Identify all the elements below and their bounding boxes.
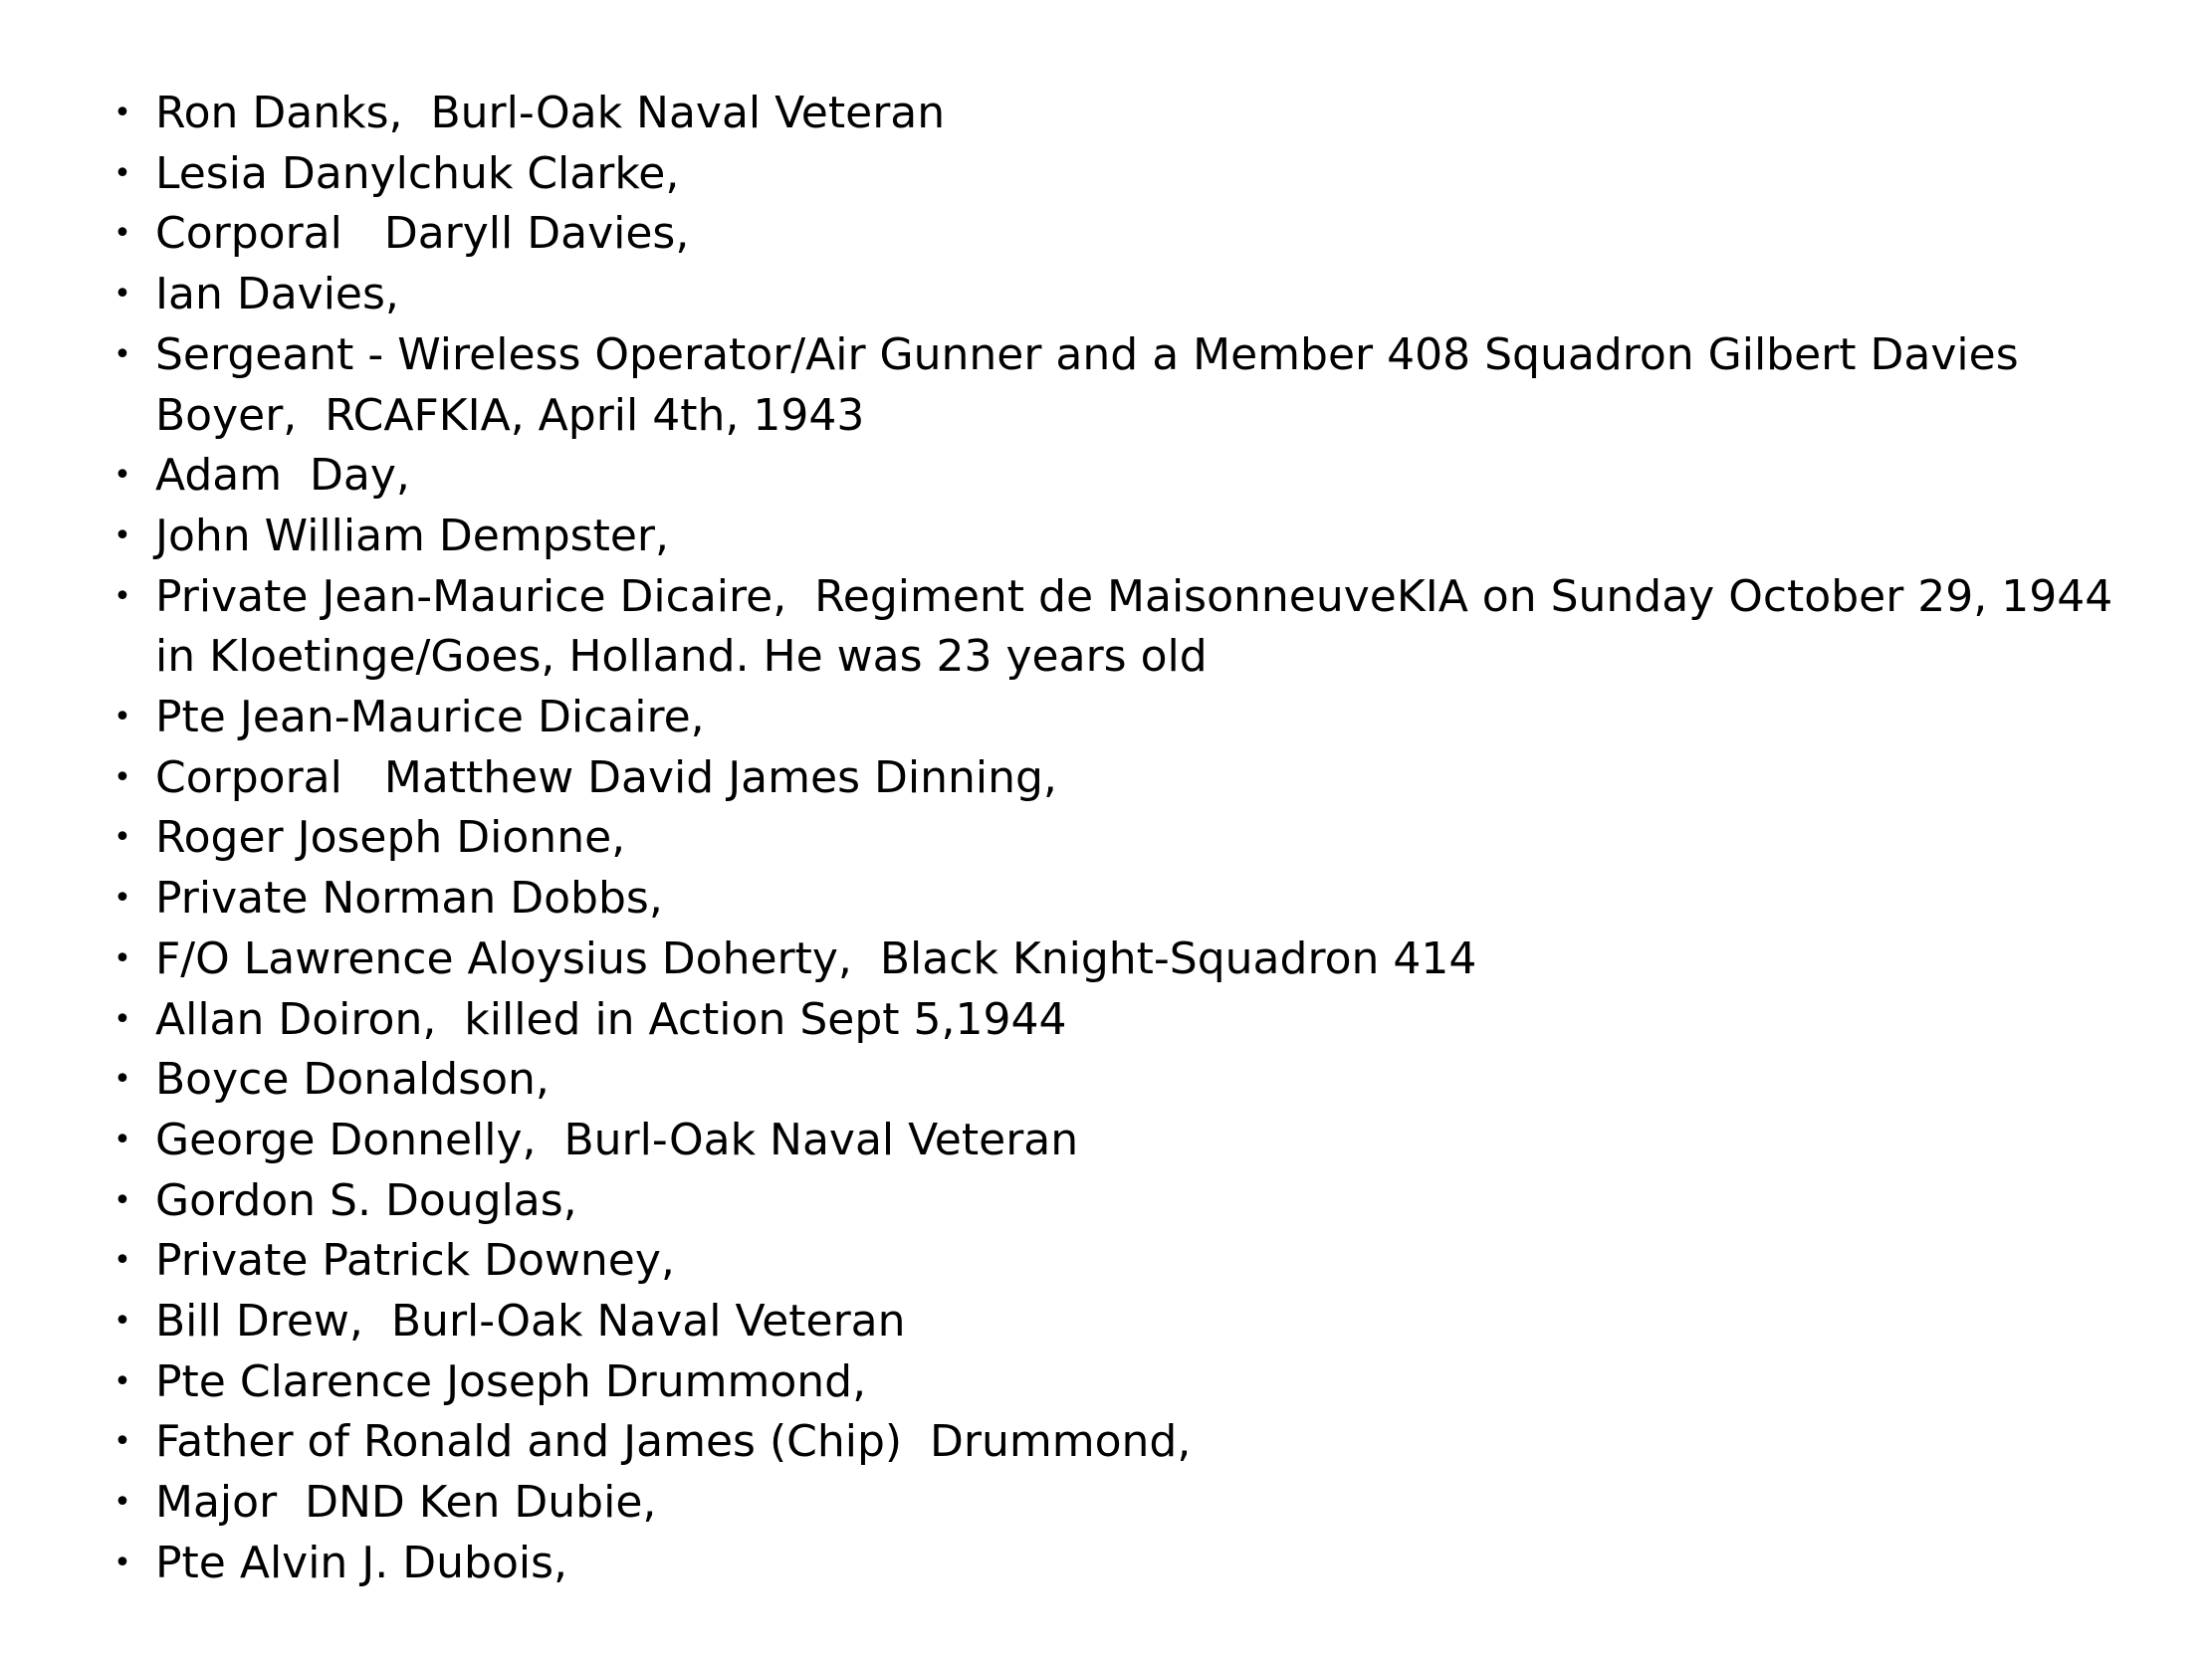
list-item-text: Corporal Daryll Davies, [155, 208, 690, 260]
list-item [90, 1171, 2130, 1232]
bullet-icon: • [113, 1424, 131, 1460]
bullet-icon: • [113, 1485, 131, 1521]
list-item [90, 1534, 2130, 1594]
list-item-text: Bill Drew, Burl-Oak Naval Veteran [155, 1296, 906, 1348]
bullet-icon: • [113, 1304, 131, 1340]
list-item-text: F/O Lawrence Aloysius Doherty, Black Knight-Squadron 414 [155, 933, 1477, 984]
list-item-text: Sergeant - Wireless Operator/Air Gunner and a Member 408 Squadron Gilbert Davies Boyer, RCAFKIA, April 4th, 1943 [155, 328, 2033, 441]
bullet-icon: • [113, 881, 131, 917]
bullet-icon: • [113, 700, 131, 735]
list-item [90, 84, 2130, 144]
list-item [90, 688, 2130, 748]
names-list [90, 84, 2130, 1594]
list-item [90, 1111, 2130, 1171]
bullet-icon: • [113, 1122, 131, 1157]
list-item [90, 265, 2130, 325]
list-item-text: Ron Danks, Burl-Oak Naval Veteran [155, 88, 946, 138]
list-item [90, 1473, 2130, 1534]
bullet-icon: • [113, 518, 131, 553]
list-item [90, 144, 2130, 205]
list-item [90, 990, 2130, 1051]
list-item-text: Private Norman Dobbs, [155, 873, 663, 925]
list-item-text: John William Dempster, [155, 510, 669, 561]
bullet-icon: • [113, 940, 131, 976]
bullet-icon: • [113, 96, 131, 130]
list-item-text: Major DND Ken Dubie, [155, 1477, 657, 1529]
bullet-icon: • [113, 1062, 131, 1098]
list-item-text: Pte Jean-Maurice Dicaire, [155, 692, 705, 743]
bullet-icon: • [113, 1363, 131, 1399]
list-item-text: Private Jean-Maurice Dicaire, Regiment de MaisonneuveKIA on Sunday October 29, 1944 in Kloetinge/Goes, Holland. He was 23 years old [155, 570, 2127, 683]
bullet-icon: • [113, 155, 131, 191]
list-item-text: Allan Doiron, killed in Action Sept 5,1944 [155, 993, 1067, 1045]
list-item-text: Corporal Matthew David James Dinning, [155, 751, 1057, 803]
bullet-icon: • [113, 216, 131, 252]
list-item-text: Lesia Danylchuk Clarke, [155, 147, 680, 199]
list-item [90, 1231, 2130, 1292]
bullet-icon: • [113, 1182, 131, 1218]
bullet-icon: • [113, 458, 131, 494]
list-item [90, 1292, 2130, 1352]
list-item [90, 204, 2130, 265]
bullet-icon: • [113, 1243, 131, 1279]
list-item-text: Boyce Donaldson, [155, 1054, 550, 1106]
list-item-text: Ian Davies, [155, 269, 399, 320]
list-item-text: Pte Clarence Joseph Drummond, [155, 1355, 867, 1407]
bullet-icon: • [113, 1001, 131, 1037]
list-item [90, 446, 2130, 507]
list-item [90, 808, 2130, 869]
list-item-text: Gordon S. Douglas, [155, 1174, 577, 1226]
bullet-icon: • [113, 578, 131, 614]
list-item-text: Adam Day, [155, 450, 410, 502]
list-item-text: Private Patrick Downey, [155, 1235, 675, 1287]
bullet-icon: • [113, 820, 131, 856]
list-item-text: Roger Joseph Dionne, [155, 812, 626, 864]
list-item [90, 507, 2130, 567]
list-item [90, 930, 2130, 990]
bullet-icon: • [113, 1545, 131, 1580]
list-item [90, 1352, 2130, 1413]
list-item [90, 1050, 2130, 1111]
bullet-icon: • [113, 336, 131, 372]
list-item [90, 748, 2130, 809]
list-item-text: George Donnelly, Burl-Oak Naval Veteran [155, 1114, 1079, 1165]
bullet-icon: • [113, 277, 131, 312]
list-item [90, 1412, 2130, 1473]
list-item [90, 869, 2130, 930]
list-item [90, 567, 2130, 688]
bullet-icon: • [113, 759, 131, 795]
list-item-text: Pte Alvin J. Dubois, [155, 1537, 568, 1588]
list-item [90, 325, 2130, 446]
list-item-text: Father of Ronald and James (Chip) Drummond, [155, 1416, 1192, 1468]
